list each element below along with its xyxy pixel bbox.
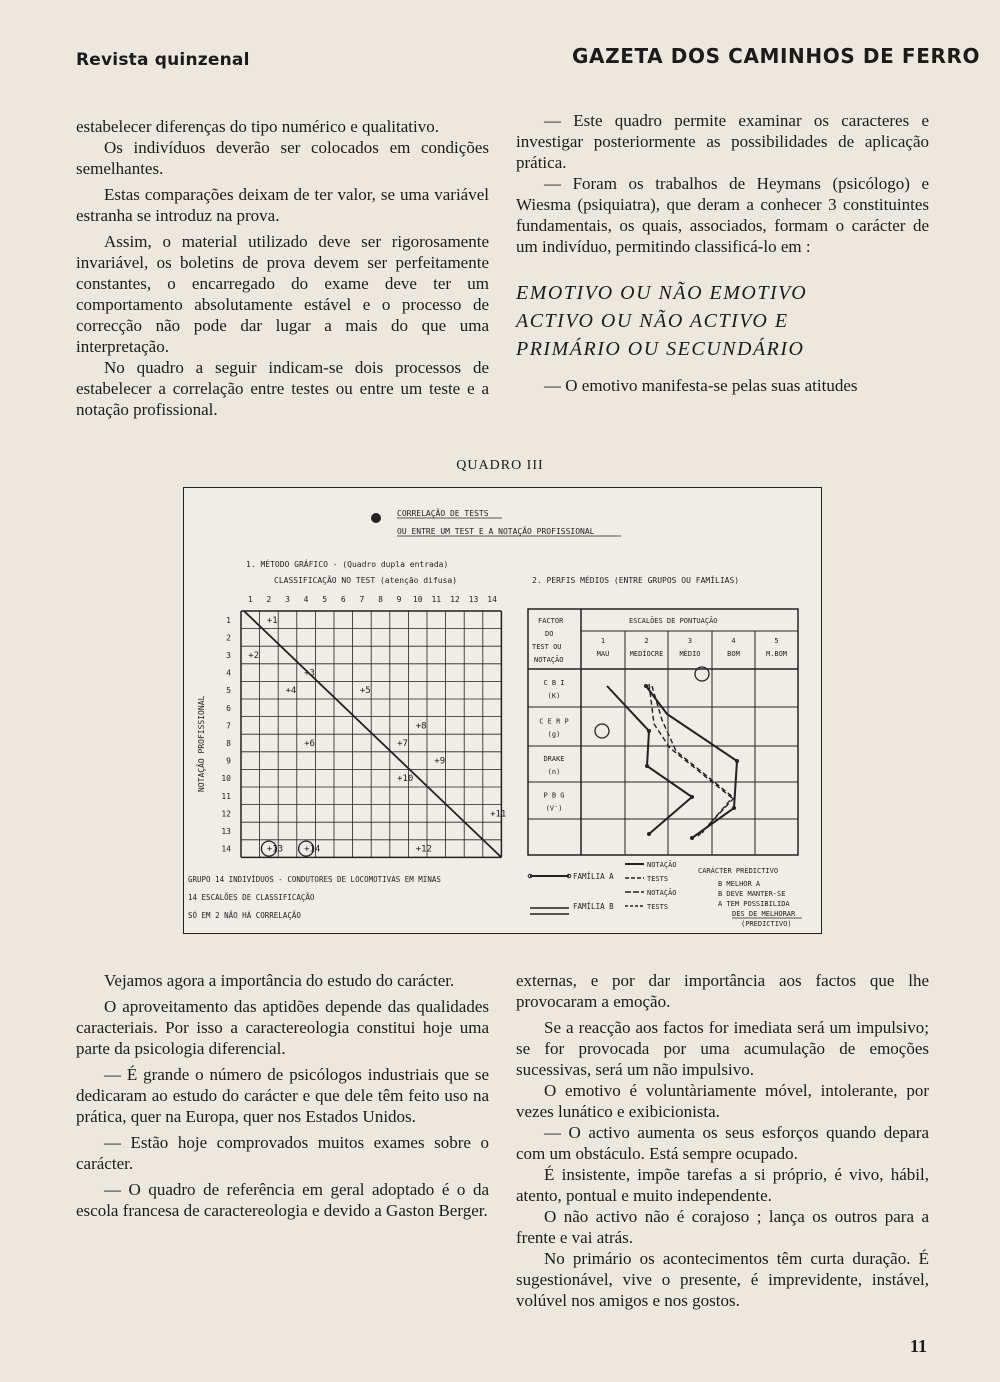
paragraph: — Foram os trabalhos de Heymans (psicólogo) e Wiesma (psiquiatra), que deram a conhecer 3 constituintes fundamentais, os quais, associados, formam o carácter de um indivíduo, permitindo classificá-lo em : [516,174,929,256]
factor-row-sub: (n) [547,768,561,776]
level-label: MAU [596,650,610,658]
paragraph: — Este quadro permite examinar os caracteres e investigar posteriormente as possibilidades de aplicação prática. [516,111,929,172]
legend-familia-b: FAMÍLIA B [573,902,614,911]
y-tick-label: 7 [226,721,231,731]
figure-heading-1: CORRELAÇÃO DE TESTS [397,509,489,518]
paragraph: — O quadro de referência em geral adoptado é o da escola francesa de caractereologia e devido a Gaston Berger. [76,1180,489,1220]
scatter-point: +5 [359,686,371,697]
paragraph: O aproveitamento das aptidões depende das qualidades caracteriais. Por isso a caractereologia constitui hoje uma parte da psicologia diferencial. [76,997,489,1058]
paragraph: — Estão hoje comprovados muitos exames sobre o carácter. [76,1133,489,1173]
paragraph: O não activo não é corajoso ; lança os outros para a frente e vai atrás. [516,1207,929,1247]
x-tick-label: 2 [266,595,272,604]
paragraph: Se a reacção aos factos for imediata será um impulsivo; se for provocada por uma acumulação de emoções sucessivas, será um não impulsivo. [516,1018,929,1079]
scatter-point: +13 [266,844,284,855]
scatter-grid [241,611,501,857]
x-tick-label: 1 [247,595,253,604]
x-tick-label: 12 [450,595,460,604]
paragraph: — O activo aumenta os seus esforços quando depara com um obstáculo. Está sempre ocupado. [516,1123,929,1163]
top-left-column [76,116,489,420]
character-types [516,279,929,363]
y-tick-label: 8 [226,739,231,748]
quadro-svg [184,488,820,932]
legend-notacao: NOTAÇÃO [647,889,677,897]
level-number: 5 [774,637,779,645]
paragraph: No primário os acontecimentos têm curta duração. É sugestionável, vive o presente, é imprevidente, instável, volúvel nos amigos e nos gostos. [516,1249,929,1310]
factor-header: TEST OU [532,643,562,651]
y-tick-label: 4 [226,668,231,678]
top-right-column [516,110,929,396]
legend-predictive-line: A TEM POSSIBILIDA [718,900,790,908]
bullet-icon [371,513,381,523]
character-type: PRIMÁRIO OU SECUNDÁRIO [516,338,805,360]
factor-row-name: DRAKE [543,755,565,763]
x-tick-label: 3 [285,595,290,604]
x-tick-label: 10 [412,595,423,604]
level-label: BOM [727,650,740,658]
character-type: EMOTIVO OU NÃO EMOTIVO [516,282,808,304]
legend-tests: TESTS [647,875,669,883]
paragraph: Assim, o material utilizado deve ser rigorosamente invariável, os boletins de prova devem ser perfeitamente constantes, o encarregado do exame deve ter um comportamento absolutamente estável e o processo de correcção não pode dar lugar a mais do que uma interpretação. [76,232,489,356]
factor-row-name: P B G [543,791,565,800]
x-tick-label: 6 [340,595,346,604]
paragraph: O emotivo é voluntàriamente móvel, intolerante, por vezes lunático e exibicionista. [516,1081,929,1121]
legend-predictive-line: DES DE MELHORAR [732,910,796,918]
y-tick-label: 1 [226,615,231,625]
legend-notacao: NOTAÇÃO [647,861,677,869]
y-tick-label: 2 [226,633,231,643]
factor-row-sub: (V⁻) [545,804,563,813]
profile-lines [595,667,737,838]
x-tick-label: 4 [303,595,309,604]
y-tick-label: 9 [226,756,231,766]
method-1-sublabel: CLASSIFICAÇÃO NO TEST (atenção difusa) [274,576,458,585]
note-3: SÓ EM 2 NÃO HÁ CORRELAÇÃO [188,911,301,920]
x-tick-label: 7 [359,595,365,604]
scatter-point: +2 [248,651,260,661]
paragraph: — É grande o número de psicólogos industriais que se dedicaram ao estudo do carácter e que dele têm feito uso na prática, quer na Europa, quer nos Estados Unidos. [76,1065,489,1126]
scatter-point: +7 [397,739,408,749]
x-tick-label: 9 [396,595,402,604]
method-1-label: 1. MÉTODO GRÁFICO - (Quadro dupla entrada) [246,560,449,569]
paragraph: estabelecer diferenças do tipo numérico e qualitativo. [76,117,439,136]
familia-b-tests-line [652,686,734,836]
y-axis-label: NOTAÇÃO PROFISSIONAL [197,695,206,792]
y-tick-label: 3 [226,651,231,660]
x-tick-label: 5 [322,595,328,604]
paragraph: Vejamos agora a importância do estudo do carácter. [104,971,455,990]
y-tick-label: 10 [221,774,231,784]
x-ticks [248,595,497,604]
quadro-figure [183,487,822,934]
level-number: 2 [644,637,649,645]
scatter-point: +10 [397,774,414,785]
factor-header: NOTAÇÃO [534,656,564,664]
paragraph: É insistente, impõe tarefas a si próprio, é vivo, hábil, atento, pontual e muito independente. [516,1165,929,1205]
factor-header: FACTOR [538,617,564,625]
x-tick-label: 13 [468,595,479,604]
y-tick-label: 5 [226,686,231,696]
scatter-point: +3 [304,668,315,679]
scatter-point: +9 [434,756,446,767]
scatter-point: +4 [285,686,297,697]
figure-heading-2: OU ENTRE UM TEST E A NOTAÇÃO PROFISSIONAL [397,527,595,536]
figure-title: QUADRO III [456,458,544,473]
scatter-point: +11 [490,809,507,820]
journal-title: GAZETA DOS CAMINHOS DE FERRO [572,44,981,68]
familia-a-notacao-line [646,686,737,838]
character-type: ACTIVO OU NÃO ACTIVO E [516,310,789,332]
level-label: M.BOM [765,650,788,658]
y-tick-label: 12 [221,809,231,819]
level-label: MÉDIO [679,650,701,658]
x-tick-label: 11 [431,595,442,604]
y-tick-label: 11 [221,791,231,801]
x-tick-label: 8 [378,595,383,604]
note-1: GRUPO 14 INDIVÍDUOS - CONDUTORES DE LOCOMOTIVAS EM MINAS [188,875,441,884]
y-tick-label: 14 [221,844,231,854]
level-number: 1 [600,637,606,645]
familia-a-tests-line [607,686,692,834]
level-number: 3 [687,637,693,645]
scale-header: ESCALÕES DE PONTUAÇÃO [629,617,718,625]
y-tick-label: 13 [221,827,231,836]
legend-predictive-line: (PREDICTIVO) [741,920,792,928]
page-number: 11 [910,1336,928,1356]
bottom-right-column [516,970,929,1311]
x-tick-label: 14 [487,595,497,604]
level-label: MEDÍOCRE [629,650,664,658]
scatter-point: +1 [266,615,278,626]
marker-circle [595,724,609,738]
factor-row-name: C B I [543,679,565,687]
factor-row-name: C E R P [539,717,569,726]
scatter-point: +6 [304,739,315,749]
level-number: 4 [731,637,736,645]
legend-predictive-line: B MELHOR A [718,880,761,888]
legend-tests: TESTS [647,903,669,911]
legend-predictive-title: CARÁCTER PREDICTIVO [698,867,779,875]
journal-subtitle: Revista quinzenal [76,50,250,70]
scatter-point: +8 [415,721,427,732]
legend-predictive-line: B DEVE MANTER-SE [718,890,786,898]
legend [528,860,802,928]
scatter-point: +14 [304,844,321,855]
paragraph: externas, e por dar importância aos factos que lhe provocaram a emoção. [516,971,929,1011]
factor-row-sub: (K) [547,692,561,700]
factor-row-sub: (g) [547,730,561,739]
paragraph: No quadro a seguir indicam-se dois processos de estabelecer a correlação entre testes ou entre um teste e a notação profissional. [76,358,489,419]
y-tick-label: 6 [226,703,231,713]
paragraph: Os indivíduos deverão ser colocados em condições semelhantes. [76,138,489,178]
factor-header: DO [545,630,554,638]
paragraph: Estas comparações deixam de ter valor, se uma variável estranha se introduz na prova. [76,185,489,225]
scatter-point: +12 [415,844,432,855]
legend-familia-a: FAMÍLIA A [573,872,614,881]
method-2-label: 2. PERFIS MÉDIOS (ENTRE GRUPOS OU FAMÍLIAS) [532,576,740,585]
profile-table [528,609,798,855]
y-ticks [221,616,231,854]
bottom-left-column [76,970,489,1221]
note-2: 14 ESCALÕES DE CLASSIFICAÇÃO [188,893,315,902]
paragraph: — O emotivo manifesta-se pelas suas atitudes [544,376,858,395]
